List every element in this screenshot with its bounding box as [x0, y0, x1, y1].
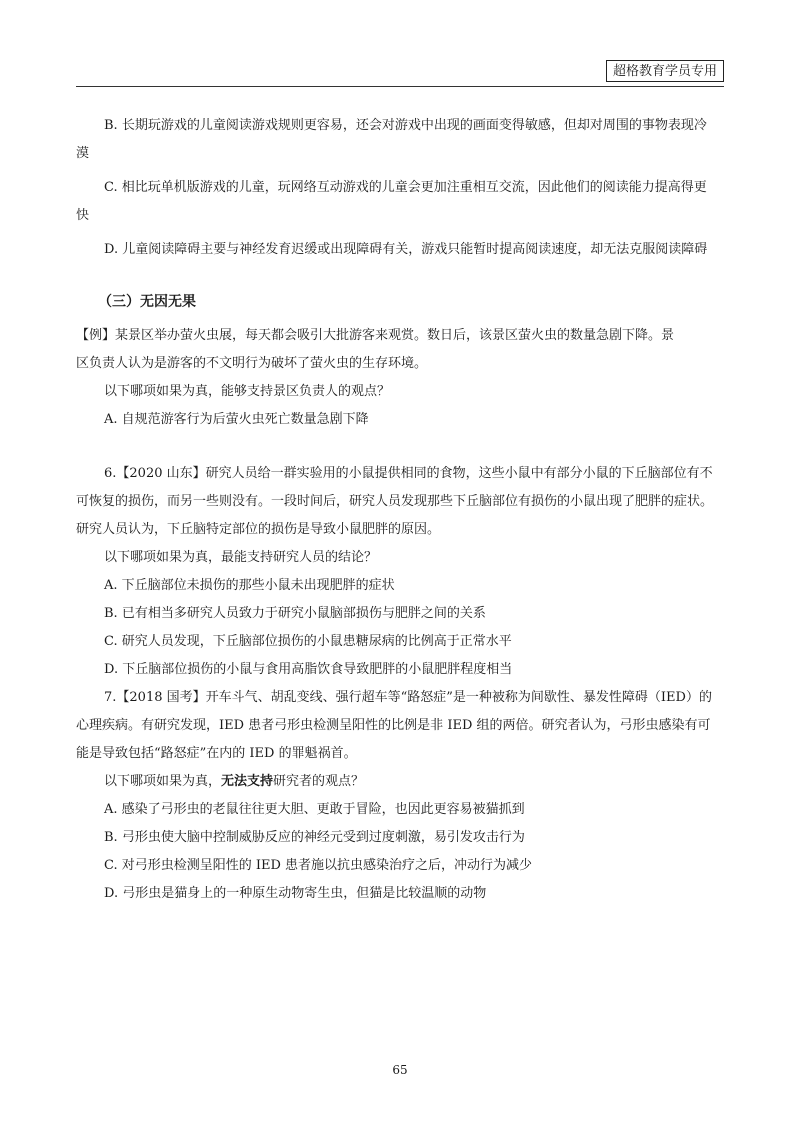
page-content [76, 112, 724, 908]
q6-option-d: D. 下丘脑部位损伤的小鼠与食用高脂饮食导致肥胖的小鼠肥胖程度相当 [104, 662, 513, 677]
header-rule [76, 86, 724, 87]
q6-option-b: B. 已有相当多研究人员致力于研究小鼠脑部损伤与肥胖之间的关系 [104, 606, 486, 621]
q7-question-pre: 以下哪项如果为真， [104, 774, 222, 789]
q7-line-3: 能是导致包括“路怒症”在内的 IED 的罪魁祸首。 [76, 746, 357, 761]
watermark-header-box: 超格教育学员专用 [606, 60, 724, 82]
page-number: 65 [392, 1063, 408, 1077]
option-b-tail: 漠 [76, 146, 90, 161]
option-b: B. 长期玩游戏的儿童阅读游戏规则更容易，还会对游戏中出现的画面变得敏感，但却对周围的事物表现冷 [104, 118, 707, 133]
option-c: C. 相比玩单机版游戏的儿童，玩网络互动游戏的儿童会更加注重相互交流，因此他们的阅读能力提高得更 [104, 180, 707, 195]
option-d: D. 儿童阅读障碍主要与神经发育迟缓或出现障碍有关，游戏只能暂时提高阅读速度，却无法克服阅读障碍 [104, 242, 708, 257]
q6-question: 以下哪项如果为真，最能支持研究人员的结论？ [104, 550, 378, 565]
q7-question [104, 768, 724, 796]
q6-option-c: C. 研究人员发现，下丘脑部位损伤的小鼠患糖尿病的比例高于正常水平 [104, 634, 512, 649]
q6-option-a: A. 下丘脑部位未损伤的那些小鼠未出现肥胖的症状 [104, 578, 395, 593]
q7-line-1: 7.【2018 国考】开车斗气、胡乱变线、强行超车等“路怒症”是一种被称为间歇性、暴发性障碍（IED）的 [104, 690, 712, 705]
q7-question-post: 研究者的观点？ [273, 774, 365, 789]
section-title: （三）无因无果 [98, 294, 196, 310]
q7-line-2: 心理疾病。有研究发现，IED 患者弓形虫检测呈阳性的比例是非 IED 组的两倍。研究者认为，弓形虫感染有可 [76, 718, 711, 733]
q6-line-3: 研究人员认为，下丘脑特定部位的损伤是导致小鼠肥胖的原因。 [76, 522, 441, 537]
example-line-2: 区负责人认为是游客的不文明行为破坏了萤火虫的生存环境。 [76, 356, 428, 371]
example-question: 以下哪项如果为真，能够支持景区负责人的观点？ [104, 384, 391, 399]
q7-option-c: C. 对弓形虫检测呈阳性的 IED 患者施以抗虫感染治疗之后，冲动行为减少 [104, 858, 533, 873]
q6-line-1: 6.【2020 山东】研究人员给一群实验用的小鼠提供相同的食物，这些小鼠中有部分小鼠的下丘脑部位有不 [104, 466, 713, 481]
q7-option-d: D. 弓形虫是猫身上的一种原生动物寄生虫，但猫是比较温顺的动物 [104, 886, 487, 901]
q7-option-b: B. 弓形虫使大脑中控制威胁反应的神经元受到过度刺激，易引发攻击行为 [104, 830, 525, 845]
example-option-a: A. 自规范游客行为后萤火虫死亡数量急剧下降 [104, 412, 369, 427]
example-line-1: 【例】某景区举办萤火虫展，每天都会吸引大批游客来观赏。数日后，该景区萤火虫的数量急剧下降。景 [76, 328, 675, 343]
q7-question-bold: 无法支持 [221, 774, 274, 789]
q6-line-2: 可恢复的损伤，而另一些则没有。一段时间后，研究人员发现那些下丘脑部位有损伤的小鼠出现了肥胖的症状。 [76, 494, 714, 509]
q7-option-a: A. 感染了弓形虫的老鼠往往更大胆、更敢于冒险，也因此更容易被猫抓到 [104, 802, 525, 817]
option-c-tail: 快 [76, 208, 90, 223]
